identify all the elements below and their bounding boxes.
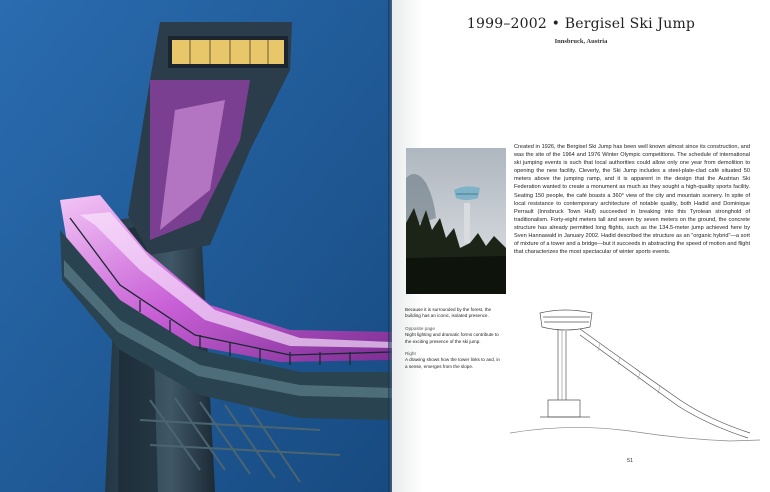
right-page [392,0,770,492]
forest-tower-photo [406,148,506,294]
caption-forest-text: Because it is surrounded by the forest, the building has an iconic, isolated presence. [405,307,492,319]
caption-forest [405,307,500,320]
caption-right [405,351,500,370]
body-text: Created in 1926, the Bergisel Ski Jump has been well known almost since its construction, and was the site of the 1964 and 1976 Winter Olympic competitions. The schedule of international ski jumping events is such that local authorities could allow only one year from demolition to opening the new facility. Cleverly, the Ski Jump includes a steel-plate-clad café situated 50 meters above the jumping ramp, and it is apparent in the design that the Austrian Ski Federation wanted to create a monument as much as they sought a high-quality sports facility. Seating 150 people, the café boasts a 360° view of the city and mountain scenery. In spite of local resistance to contemporary architecture of notable quality, both Hadid and Dominique Perrault (Innsbruck Town Hall) succeeded in breaking into this Tyrolean stronghold of traditionalism. Forty-eight meters tall and seven by seven meters on the ground, the concrete structure has already permitted long flights, such as the 134.5-meter jump achieved here by Sven Hannawald in January 2002. Hadid described the structure as an “organic hybrid”—a sort of mixture of a tower and a bridge—but it succeeds in abstracting the speed of motion and flight that characterizes the most spectacular of winter sports events. [514,144,751,256]
caption-right-heading: Right [405,351,416,357]
captions [405,307,500,376]
tower-line-drawing [510,305,760,455]
page-title: 1999–2002 • Bergisel Ski Jump [466,16,696,32]
caption-opposite-heading: Opposite page [405,325,435,331]
page-subtitle: Innsbruck, Austria [554,38,608,45]
caption-opposite-text: Night lighting and dramatic forms contribute to the exciting presence of the ski jump. [405,332,499,344]
page-number: 51 [626,458,634,464]
caption-right-text: A drawing shows how the tower links to and, in a sense, emerges from the slope. [405,357,500,369]
caption-opposite-page [405,326,500,345]
